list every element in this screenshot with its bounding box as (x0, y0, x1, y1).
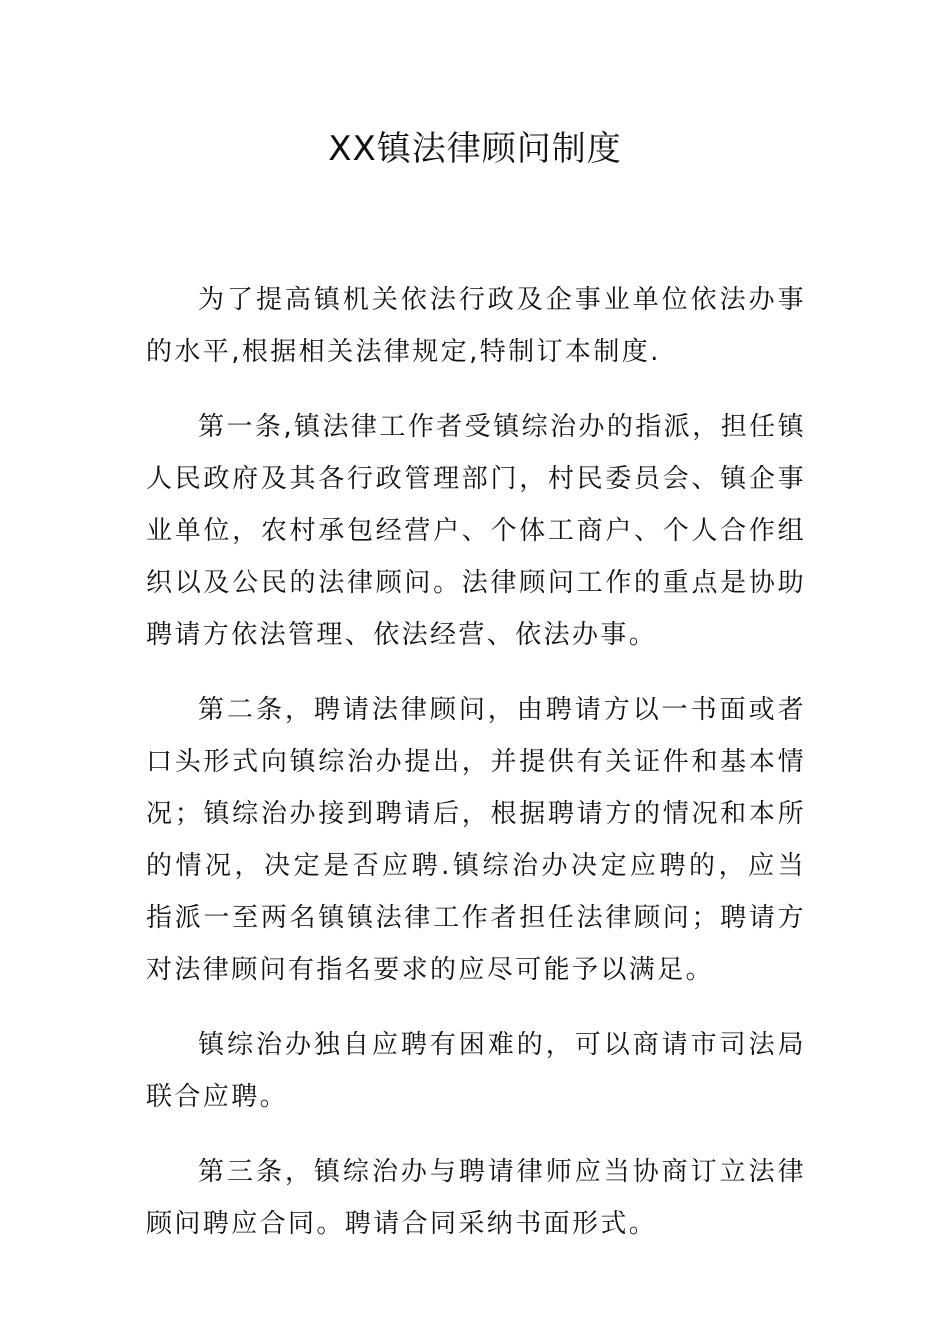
paragraph-article-2-supplement: 镇综治办独自应聘有困难的，可以商请市司法局联合应聘。 (146, 1030, 806, 1112)
paragraph-intro: 为了提高镇机关依法行政及企事业单位依法办事的水平,根据相关法律规定,特制订本制度. (146, 285, 806, 367)
paragraph-article-1: 第一条,镇法律工作者受镇综治办的指派，担任镇人民政府及其各行政管理部门，村民委员会、镇企事业单位，农村承包经营户、个体工商户、个人合作组织以及公民的法律顾问。法律顾问工作的重点是协助聘请方依法管理、依法经营、依法办事。 (146, 412, 806, 650)
document-body (146, 274, 806, 1273)
paragraph-article-2: 第二条，聘请法律顾问，由聘请方以一书面或者口头形式向镇综治办提出，并提供有关证件和基本情况；镇综治办接到聘请后，根据聘请方的情况和本所的情况，决定是否应聘.镇综治办决定应聘的，应当指派一至两名镇镇法律工作者担任法律顾问；聘请方对法律顾问有指名要求的应尽可能予以满足。 (146, 695, 806, 985)
paragraph-article-3: 第三条，镇综治办与聘请律师应当协商订立法律顾问聘应合同。聘请合同采纳书面形式。 (146, 1157, 806, 1239)
document-title: XX镇法律顾问制度 (328, 129, 622, 169)
